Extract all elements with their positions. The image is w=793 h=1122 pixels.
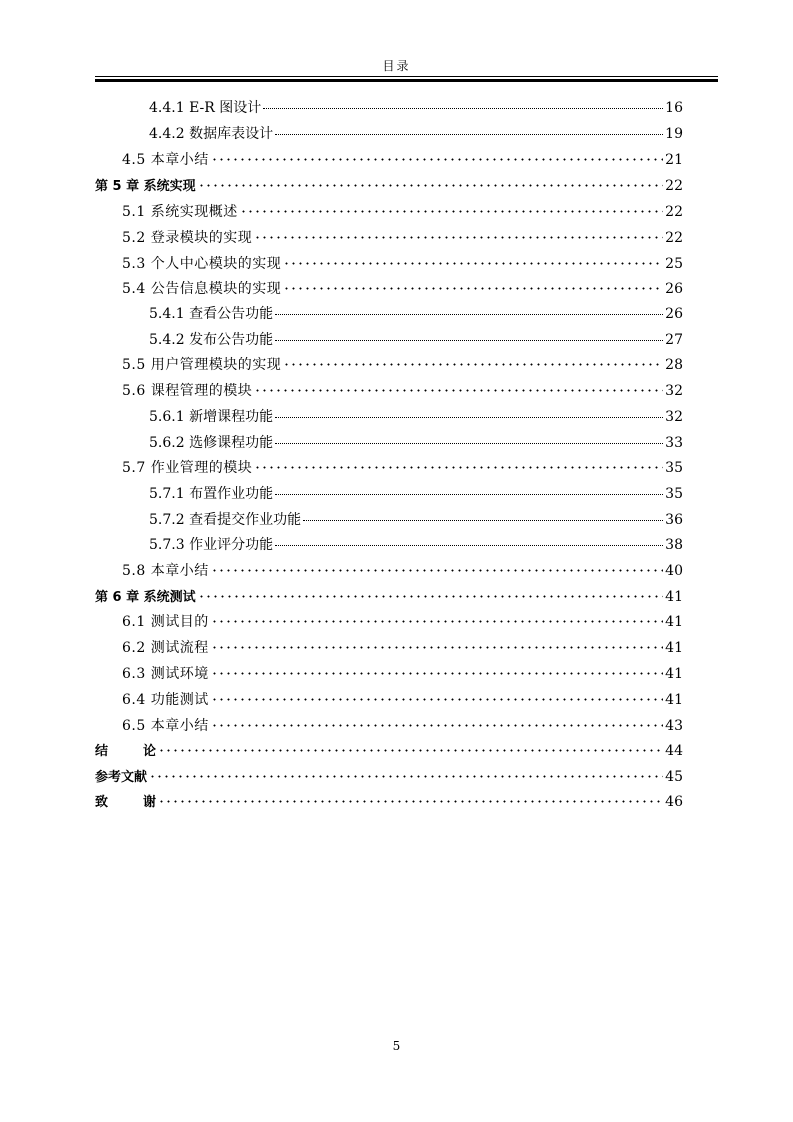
toc-entry-5-4[interactable]: 5.4 公告信息模块的实现 26 [122,279,683,299]
toc-entry-5-5[interactable]: 5.5 用户管理模块的实现 28 [122,355,683,375]
toc-entry-5-1[interactable]: 5.1 系统实现概述 22 [122,202,683,222]
dot-leader [275,534,663,546]
toc-entry-4-4-1[interactable]: 4.4.1 E-R 图设计 16 [149,98,683,118]
toc-entry-5-4-2[interactable]: 5.4.2 发布公告功能 27 [149,330,683,350]
toc-entry-5-8[interactable]: 5.8 本章小结 40 [122,561,683,581]
dot-leader [275,303,663,315]
toc-entry-conclusion[interactable]: 结 论 44 [95,741,683,761]
dot-leader [211,611,663,623]
toc-entry-6-3[interactable]: 6.3 测试环境 41 [122,664,683,684]
toc-entry-5-7-3[interactable]: 5.7.3 作业评分功能 38 [149,535,683,555]
toc-entry-chapter-5[interactable]: 第 5 章 系统实现 22 [95,176,683,196]
toc-entry-4-4-2[interactable]: 4.4.2 数据库表设计 19 [149,124,683,144]
dot-leader [254,227,663,239]
toc-entry-5-6-1[interactable]: 5.6.1 新增课程功能 32 [149,407,683,427]
dot-leader [211,715,663,727]
toc-entry-6-1[interactable]: 6.1 测试目的 41 [122,612,683,632]
toc-entry-references[interactable]: 参考文献 45 [95,767,683,787]
toc-entry-chapter-6[interactable]: 第 6 章 系统测试 41 [95,587,683,607]
dot-leader [211,689,663,701]
toc-entry-5-7-1[interactable]: 5.7.1 布置作业功能 35 [149,484,683,504]
dot-leader [275,329,663,341]
dot-leader [254,380,663,392]
dot-leader [158,791,663,803]
dot-leader [283,253,663,265]
dot-leader [211,149,663,161]
dot-leader [149,766,663,778]
dot-leader [275,432,663,444]
dot-leader [240,201,663,213]
toc-entry-5-6-2[interactable]: 5.6.2 选修课程功能 33 [149,433,683,453]
dot-leader [303,509,663,521]
toc-entry-5-2[interactable]: 5.2 登录模块的实现 22 [122,228,683,248]
toc-entry-5-7-2[interactable]: 5.7.2 查看提交作业功能 36 [149,510,683,530]
toc-entry-5-3[interactable]: 5.3 个人中心模块的实现 25 [122,254,683,274]
toc-entry-5-7[interactable]: 5.7 作业管理的模块 35 [122,458,683,478]
toc-entry-5-6[interactable]: 5.6 课程管理的模块 32 [122,381,683,401]
toc-entry-acknowledgements[interactable]: 致 谢 46 [95,792,683,812]
page-number: 5 [392,1039,401,1053]
dot-leader [158,740,663,752]
dot-leader [254,457,663,469]
dot-leader [198,175,664,187]
dot-leader [275,123,663,135]
toc-entry-4-5[interactable]: 4.5 本章小结 21 [122,150,683,170]
dot-leader [211,560,663,572]
toc-entry-6-2[interactable]: 6.2 测试流程 41 [122,638,683,658]
header-title: 目录 [382,59,411,73]
toc-entry-6-4[interactable]: 6.4 功能测试 41 [122,690,683,710]
toc-entry-6-5[interactable]: 6.5 本章小结 43 [122,716,683,736]
dot-leader [275,406,663,418]
dot-leader [283,354,663,366]
dot-leader [263,97,663,109]
toc-entry-5-4-1[interactable]: 5.4.1 查看公告功能 26 [149,304,683,324]
dot-leader [211,663,663,675]
dot-leader [283,278,663,290]
dot-leader [198,586,664,598]
dot-leader [211,637,663,649]
dot-leader [275,483,663,495]
